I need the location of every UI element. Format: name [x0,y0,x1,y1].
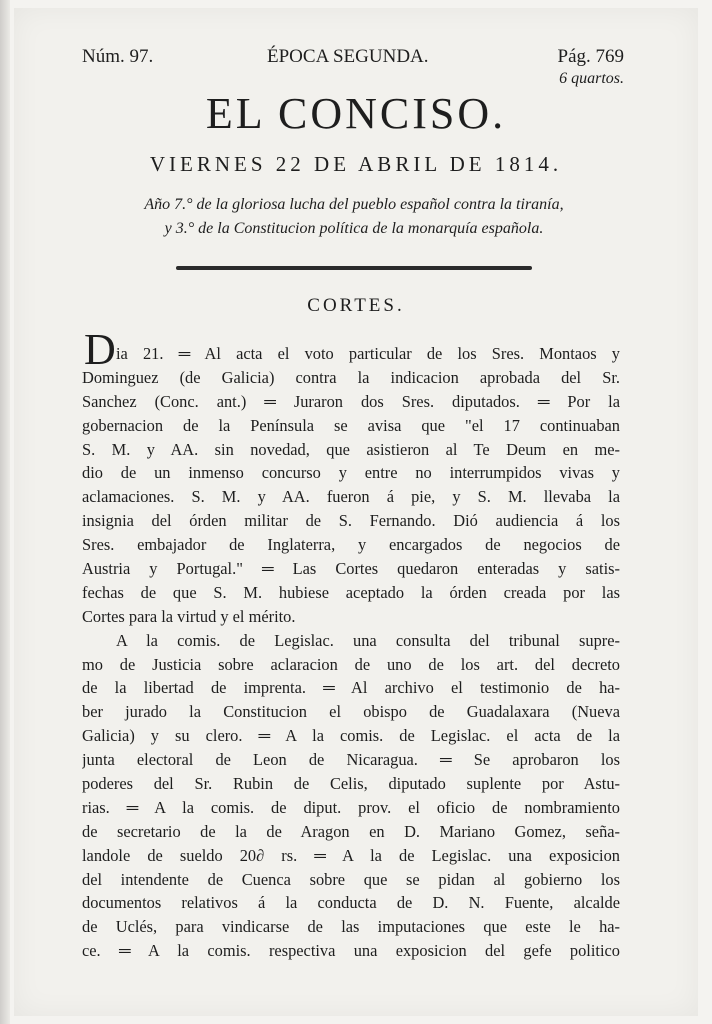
text-line: Dominguez (de Galicia) contra la indicacion aprobada del Sr. [82,367,620,387]
text-line: de Uclés, para vindicarse de las imputaciones que este le ha- [82,917,620,937]
text-line: Sanchez (Conc. ant.) ═ Juraron dos Sres. diputados. ═ Por la [82,391,620,411]
drop-cap: D [84,325,116,374]
text-line: ia 21. ═ Al acta el voto particular de los Sres. Montaos y [116,344,620,363]
subtitle-line-1: Año 7.° de la gloriosa lucha del pueblo español contra la tiranía, [144,196,564,213]
text-line: aclamaciones. S. M. y AA. fueron á pie, y S. M. llevaba la [82,487,620,507]
text-line: del intendente de Cuenca sobre que se pidan al gobierno los [82,869,620,889]
section-title: CORTES. [307,295,405,316]
text-line: mo de Justicia sobre aclaracion de uno de los art. del decreto [82,654,620,674]
header-line [82,46,624,70]
text-line: Cortes para la virtud y el mérito. [82,606,296,626]
text-line: Galicia) y su clero. ═ A la comis. de Legislac. el acta de la [82,726,620,746]
text-line: junta electoral de Leon de Nicaragua. ═ Se aprobaron los [82,750,620,770]
text-line: documentos relativos á la conducta de D. N. Fuente, alcalde [82,893,620,913]
divider-rule [176,266,532,270]
text-line: insignia del órden militar de S. Fernando. Dió audiencia á los [82,511,620,531]
subtitle-line-2: y 3.° de la Constitucion política de la monarquía española. [164,220,544,237]
text-line: Sres. embajador de Inglaterra, y encargados de negocios de [82,535,620,555]
text-line: poderes del Sr. Rubin de Celis, diputado suplente por Astu- [82,774,620,794]
page-number: Pág. 769 [557,46,624,67]
dateline: VIERNES 22 DE ABRIL DE 1814. [149,152,563,176]
text-line: de secretario de la de Aragon en D. Mariano Gomez, seña- [82,821,620,841]
text-line: rias. ═ A la comis. de diput. prov. el oficio de nombramiento [82,797,620,817]
text-line: dio de un inmenso concurso y entre no interrumpidos vivas y [82,463,620,483]
issue-number: Núm. 97. [82,46,154,67]
text-line: ber jurado la Constitucion el obispo de Guadalaxara (Nueva [82,702,620,722]
epoch-label: ÉPOCA SEGUNDA. [267,46,429,67]
article-body [82,342,620,961]
text-line: gobernacion de la Península se avisa que "el 17 continuaban [82,415,620,435]
text-line: ce. ═ A la comis. respectiva una exposicion del gefe politico [82,941,620,961]
text-line: landole de sueldo 20∂ rs. ═ A la de Legislac. una exposicion [82,845,620,865]
text-line: S. M. y AA. sin novedad, que asistieron al Te Deum en me- [82,439,620,459]
text-line: fechas de que S. M. hubiese aceptado la órden creada por las [82,582,620,602]
price-quartos: 6 quartos. [559,70,624,87]
text-line: Austria y Portugal." ═ Las Cortes quedaron enteradas y satis- [82,559,620,579]
masthead-title: EL CONCISO. [205,89,507,138]
text-line: A la comis. de Legislac. una consulta del tribunal supre- [116,630,620,650]
text-line: de la libertad de imprenta. ═ Al archivo el testimonio de ha- [82,678,620,698]
